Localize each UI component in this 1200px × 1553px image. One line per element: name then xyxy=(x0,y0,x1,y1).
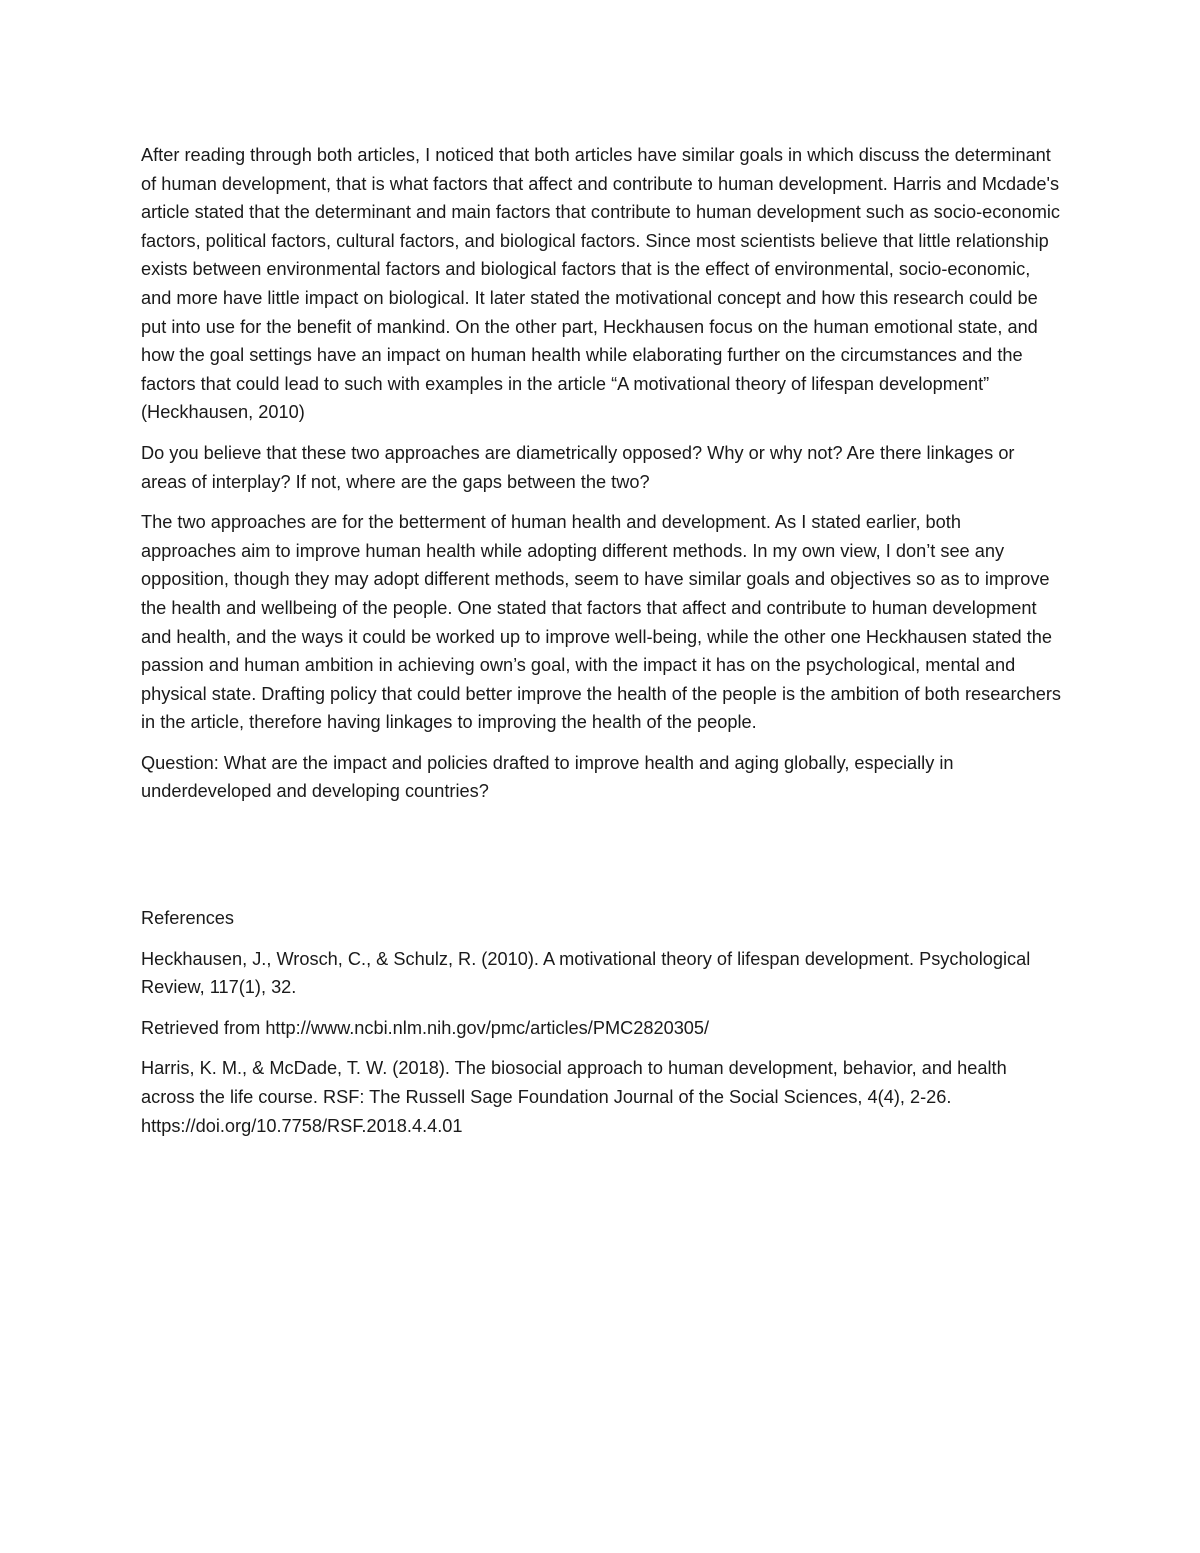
section-spacer xyxy=(141,818,1061,904)
paragraph-summary: After reading through both articles, I noticed that both articles have similar goals in which discuss the determinant of human development, that is what factors that affect and contribute to human development. Harris and Mcdade's article stated that the determinant and main factors that contribute to human development such as socio-economic factors, political factors, cultural factors, and biological factors. Since most scientists believe that little relationship exists between environmental factors and biological factors that is the effect of environmental, socio-economic, and more have little impact on biological. It later stated the motivational concept and how this research could be put into use for the benefit of mankind. On the other part, Heckhausen focus on the human emotional state, and how the goal settings have an impact on human health while elaborating further on the circumstances and the factors that could lead to such with examples in the article “A motivational theory of lifespan development” (Heckhausen, 2010) xyxy=(141,145,1060,423)
paragraph-discussion-question: Question: What are the impact and policies drafted to improve health and aging globally, especially in underdeveloped and developing countries? xyxy=(141,752,954,802)
reference-entry-harris: Harris, K. M., & McDade, T. W. (2018). The biosocial approach to human development, behavior, and health across the life course. RSF: The Russell Sage Foundation Journal of the Social Sciences, 4(4), 2-26. https://doi.org/10.7758/RSF.2018.4.4.01 xyxy=(141,1058,1007,1136)
paragraph-response: The two approaches are for the betterment of human health and development. As I stated earlier, both approaches aim to improve human health while adopting different methods. In my own view, I don’t see any opposition, though they may adopt different methods, seem to have similar goals and objectives so as to improve the health and wellbeing of the people. One stated that factors that affect and contribute to human development and health, and the ways it could be worked up to improve well-being, while the other one Heckhausen stated the passion and human ambition in achieving own’s goal, with the impact it has on the psychological, mental and physical state. Drafting policy that could better improve the health of the people is the ambition of both researchers in the article, therefore having linkages to improving the health of the people. xyxy=(141,512,1061,733)
references-heading: References xyxy=(141,908,235,929)
reference-entry-heckhausen: Heckhausen, J., Wrosch, C., & Schulz, R. (2010). A motivational theory of lifespan development. Psychological Review, 117(1), 32. xyxy=(141,948,1031,998)
paragraph-prompt-question: Do you believe that these two approaches are diametrically opposed? Why or why not? Are there linkages or areas of interplay? If not, where are the gaps between the two? xyxy=(141,442,1015,492)
document-body xyxy=(141,141,1061,1152)
reference-retrieved-url[interactable]: Retrieved from http://www.ncbi.nlm.nih.gov/pmc/articles/PMC2820305/ xyxy=(141,1017,710,1038)
